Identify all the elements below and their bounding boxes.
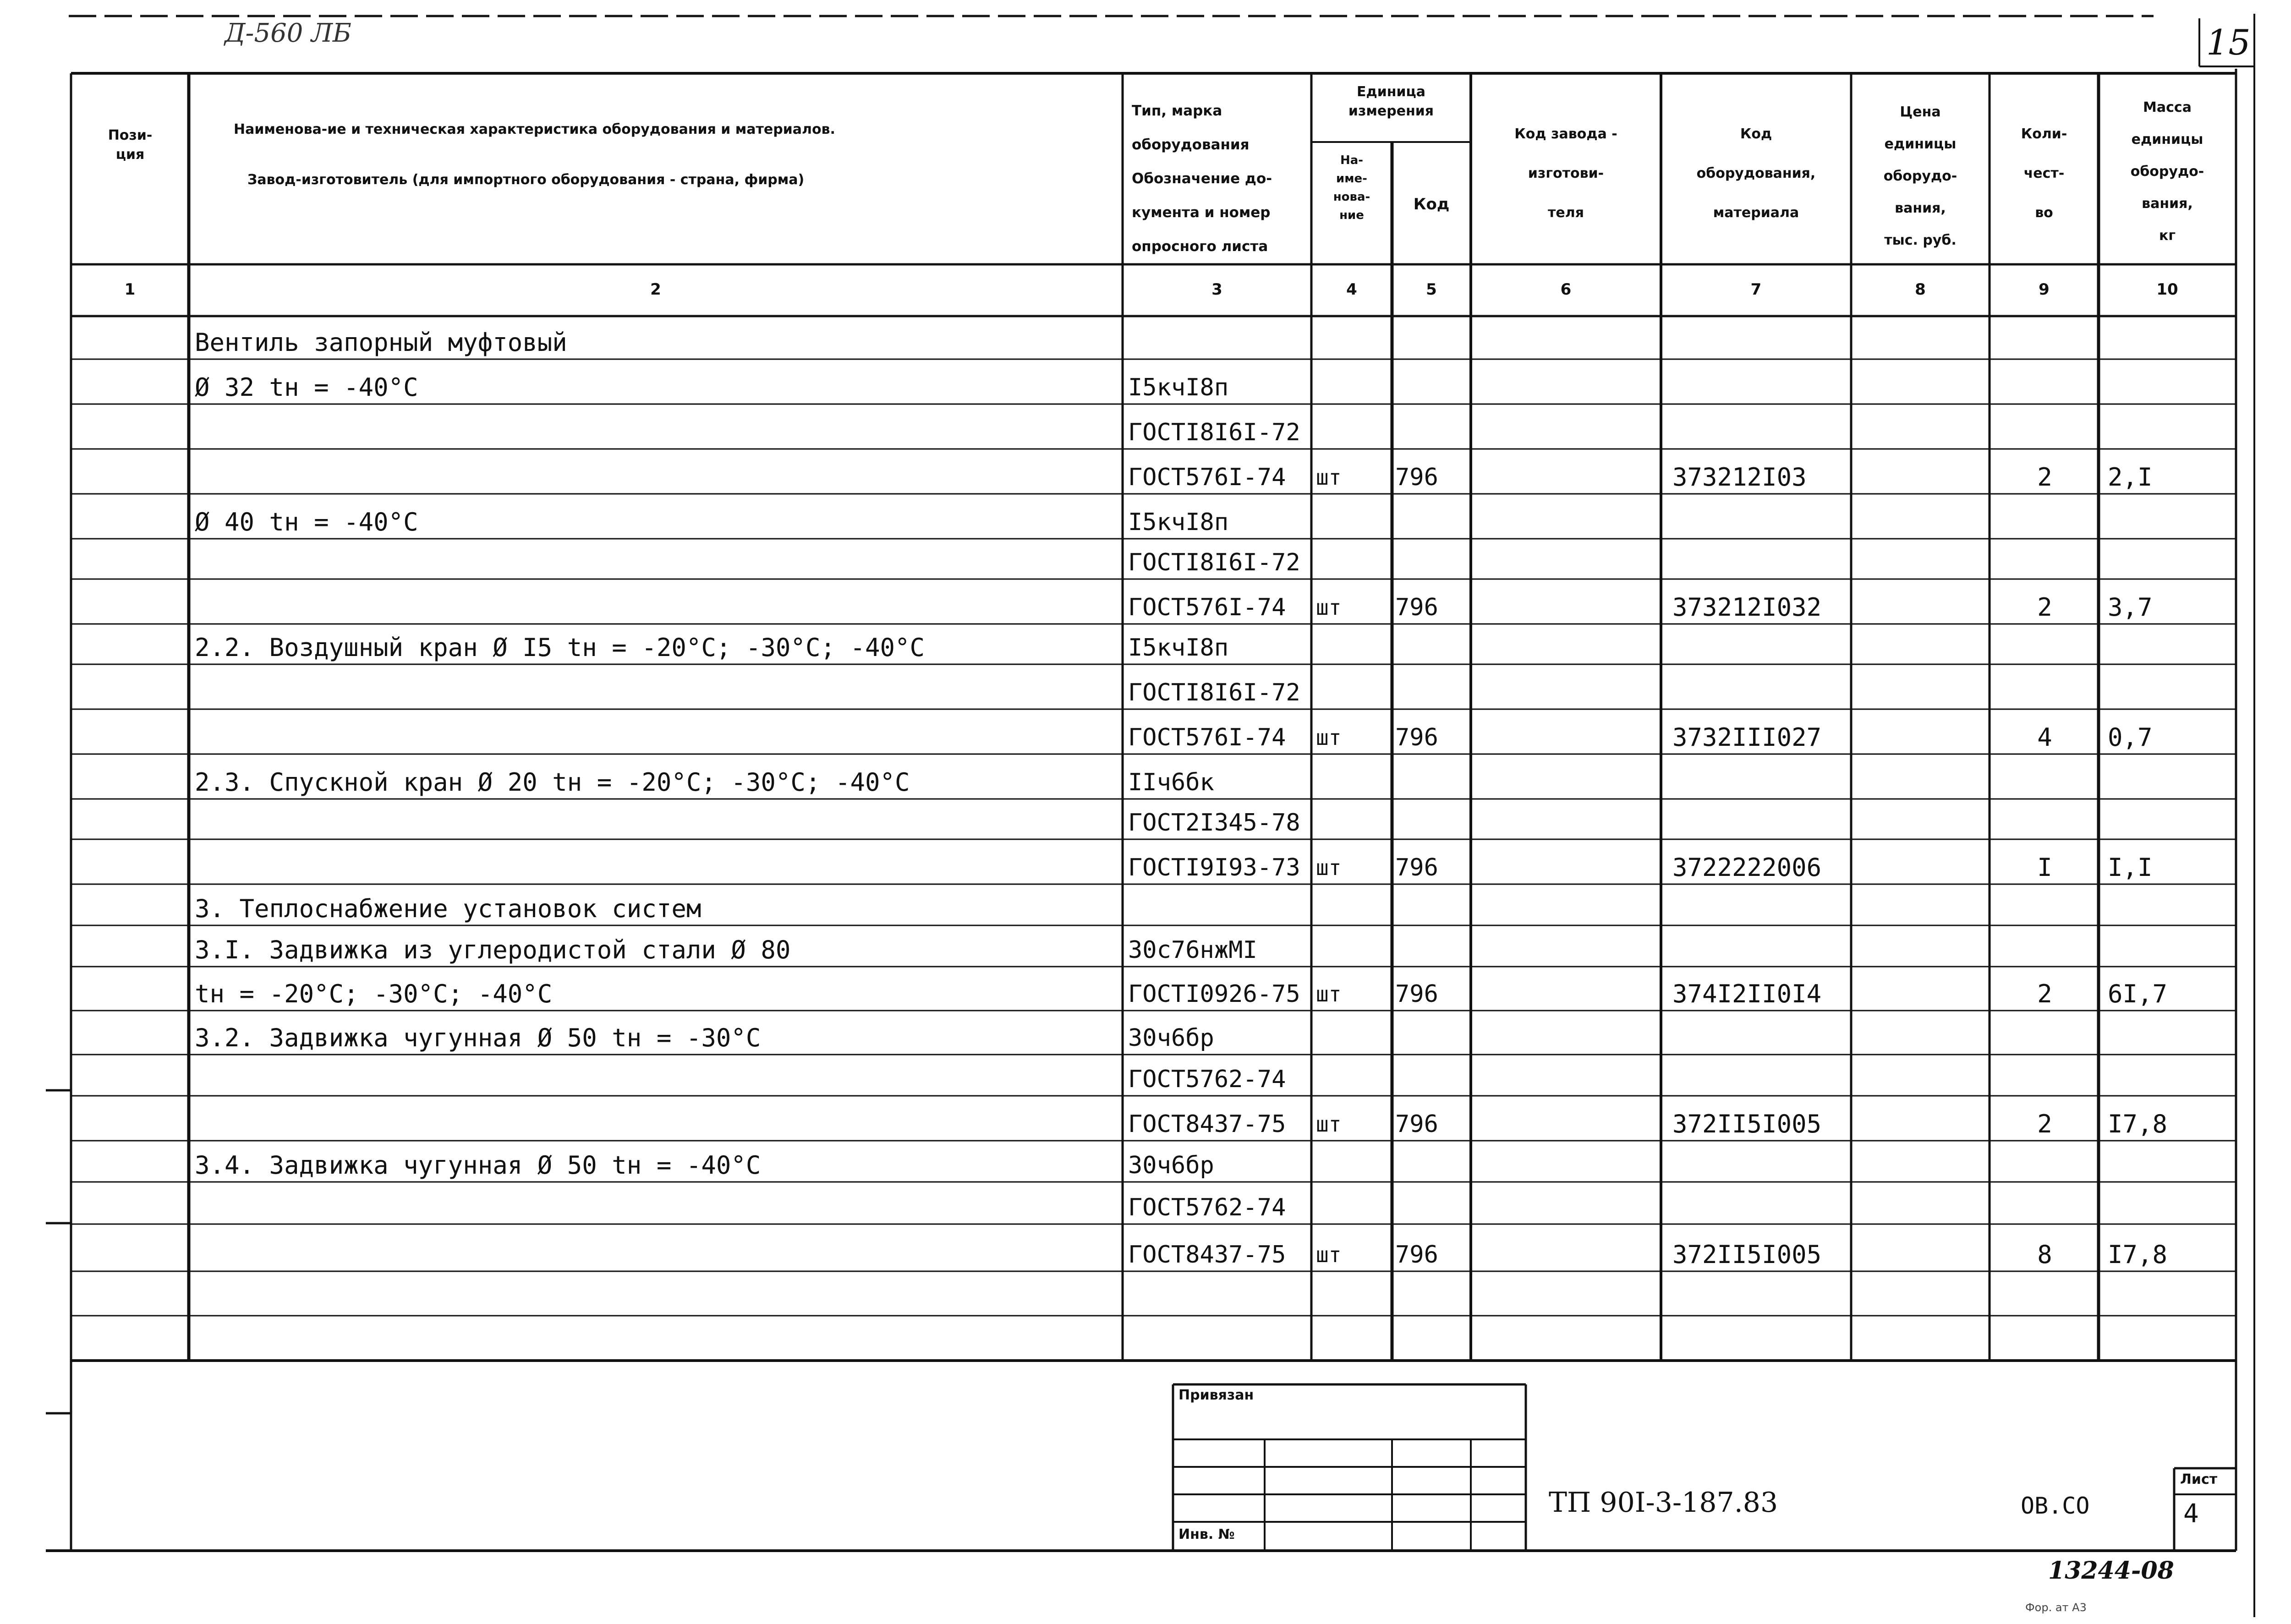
header-equipment-code: Код оборудования, материала (1696, 126, 1816, 221)
table-row (0, 839, 2291, 884)
row-unit-code: 796 (1395, 464, 1438, 491)
colnum-10: 10 (2156, 280, 2178, 299)
table-row (0, 925, 2291, 967)
table-row (0, 494, 2291, 539)
table-row (0, 1316, 2291, 1361)
colnum-3: 3 (1211, 280, 1222, 299)
stamp-document-code: ТП 90I-3-187.83 (1549, 1487, 1778, 1519)
row-name: 3. Теплоснабжение установок систем (195, 895, 702, 923)
row-type-doc: ГОСТI8I6I-72 (1128, 419, 1300, 446)
header-manufacturer-code: Код завода - изготови- теля (1514, 126, 1617, 221)
row-type-doc: 30ч6бр (1128, 1024, 1214, 1052)
stamp-linked-label: Привязан (1178, 1387, 1254, 1403)
table-row (0, 1271, 2291, 1316)
stamp-section-code: ОВ.СО (2021, 1493, 2090, 1519)
bottom-format-note: Фор. ат А3 (2025, 1601, 2087, 1614)
colnum-1: 1 (124, 280, 136, 299)
header-unit-group: Единица измерения (1348, 84, 1434, 119)
row-unit: шт (1316, 725, 1342, 750)
row-equipment-code: 372II5I005 (1672, 1241, 1822, 1269)
header-unit-code: Код (1413, 195, 1450, 213)
table-row (0, 967, 2291, 1011)
row-mass: I,I (2108, 854, 2153, 881)
header-unit-mass: Масса единицы оборудо- вания, кг (2130, 99, 2204, 244)
table-row (0, 316, 2291, 359)
table-row (0, 539, 2291, 579)
table-row (0, 1096, 2291, 1141)
row-quantity: 2 (2037, 464, 2052, 491)
top-handwritten-note: Д-560 ЛБ (225, 18, 352, 48)
table-row (0, 799, 2291, 839)
row-name: 3.4. Задвижка чугунная Ø 50 tн = -40°С (195, 1152, 761, 1179)
row-type-doc: ГОСТI8I6I-72 (1128, 679, 1300, 706)
stamp-inventory-label: Инв. № (1178, 1526, 1235, 1542)
colnum-9: 9 (2039, 280, 2050, 299)
colnum-7: 7 (1750, 280, 1762, 299)
row-name: 2.2. Воздушный кран Ø I5 tн = -20°С; -30°С; -40°С (195, 634, 925, 662)
row-unit: шт (1316, 1242, 1342, 1267)
row-equipment-code: 373212I03 (1672, 464, 1807, 491)
table-row (0, 1182, 2291, 1224)
row-mass: 0,7 (2108, 724, 2153, 751)
row-type-doc: ГОСТ8437-75 (1128, 1110, 1286, 1138)
row-mass: 6I,7 (2108, 980, 2168, 1008)
row-type-doc: 30ч6бр (1128, 1152, 1214, 1179)
colnum-8: 8 (1915, 280, 1926, 299)
row-equipment-code: 372II5I005 (1672, 1110, 1822, 1138)
stamp-sheet-label: Лист (2180, 1471, 2218, 1487)
row-type-doc: IIч6бк (1128, 769, 1214, 796)
table-row (0, 359, 2291, 404)
row-type-doc: ГОСТI8I6I-72 (1128, 549, 1300, 576)
table-row (0, 1141, 2291, 1182)
row-unit: шт (1316, 982, 1342, 1006)
row-name: 3.2. Задвижка чугунная Ø 50 tн = -30°С (195, 1024, 761, 1052)
colnum-6: 6 (1560, 280, 1572, 299)
table-row (0, 1055, 2291, 1096)
header-type: Тип, марка оборудования Обозначение до- кумента и номер опросного листа (1132, 103, 1272, 255)
table-row (0, 449, 2291, 494)
row-equipment-code: 373212I032 (1672, 594, 1822, 621)
row-type-doc: I5кчI8п (1128, 634, 1229, 662)
row-type-doc: ГОСТ5762-74 (1128, 1194, 1286, 1221)
stamp-sheet-number: 4 (2183, 1499, 2199, 1529)
header-name-line1: Наименова-ие и техническая характеристика оборудования и материалов. (234, 121, 835, 137)
row-type-doc: ГОСТI0926-75 (1128, 980, 1300, 1008)
row-unit-code: 796 (1395, 1110, 1438, 1138)
row-name: 3.I. Задвижка из углеродистой стали Ø 80 (195, 936, 791, 964)
row-type-doc: ГОСТ576I-74 (1128, 724, 1286, 751)
row-type-doc: ГОСТ2I345-78 (1128, 809, 1300, 837)
table-row (0, 1011, 2291, 1055)
row-unit: шт (1316, 595, 1342, 620)
row-unit-code: 796 (1395, 980, 1438, 1008)
row-equipment-code: 3732III027 (1672, 724, 1822, 751)
row-name: Ø 32 tн = -40°С (195, 374, 418, 401)
row-name: 2.3. Спускной кран Ø 20 tн = -20°С; -30°С; -40°С (195, 769, 910, 796)
row-type-doc: I5кчI8п (1128, 509, 1229, 536)
row-type-doc: 30с76нжМI (1128, 936, 1257, 964)
row-type-doc: ГОСТ576I-74 (1128, 594, 1286, 621)
row-mass: 3,7 (2108, 594, 2153, 621)
row-name: Ø 40 tн = -40°С (195, 509, 418, 536)
colnum-4: 4 (1346, 280, 1357, 299)
row-type-doc: ГОСТ5762-74 (1128, 1066, 1286, 1093)
header-position: Пози- ция (108, 127, 153, 163)
row-type-doc: ГОСТ576I-74 (1128, 464, 1286, 491)
bottom-handwritten-number: 13244-08 (2048, 1557, 2174, 1585)
row-unit-code: 796 (1395, 594, 1438, 621)
table-row (0, 404, 2291, 449)
table-row (0, 884, 2291, 925)
row-unit-code: 796 (1395, 1241, 1438, 1269)
row-unit-code: 796 (1395, 854, 1438, 881)
row-unit: шт (1316, 855, 1342, 880)
row-mass: 2,I (2108, 464, 2153, 491)
row-quantity: 8 (2037, 1241, 2052, 1269)
header-quantity: Коли- чест- во (2021, 126, 2067, 221)
table-row (0, 579, 2291, 624)
table-row (0, 709, 2291, 754)
row-unit-code: 796 (1395, 724, 1438, 751)
row-quantity: 2 (2037, 1110, 2052, 1138)
header-unit-price: Цена единицы оборудо- вания, тыс. руб. (1883, 104, 1957, 248)
colnum-5: 5 (1426, 280, 1437, 299)
row-mass: I7,8 (2108, 1110, 2168, 1138)
table-row (0, 754, 2291, 799)
colnum-2: 2 (650, 280, 661, 299)
table-row (0, 664, 2291, 709)
row-mass: I7,8 (2108, 1241, 2168, 1269)
page-corner-number: 15 (2206, 22, 2251, 63)
row-unit: шт (1316, 1112, 1342, 1137)
row-type-doc: I5кчI8п (1128, 374, 1229, 401)
row-quantity: 4 (2037, 724, 2052, 751)
row-quantity: 2 (2037, 980, 2052, 1008)
row-quantity: 2 (2037, 594, 2052, 621)
table-row (0, 1224, 2291, 1271)
row-unit: шт (1316, 465, 1342, 490)
row-name: Вентиль запорный муфтовый (195, 329, 567, 356)
row-equipment-code: 3722222006 (1672, 854, 1822, 881)
row-name: tн = -20°С; -30°С; -40°С (195, 980, 553, 1008)
row-type-doc: ГОСТI9I93-73 (1128, 854, 1300, 881)
row-quantity: I (2037, 854, 2052, 881)
row-type-doc: ГОСТ8437-75 (1128, 1241, 1286, 1269)
header-name-line2: Завод-изготовитель (для импортного оборудования - страна, фирма) (247, 172, 805, 188)
table-row (0, 624, 2291, 664)
row-equipment-code: 374I2II0I4 (1672, 980, 1822, 1008)
header-unit-name: На- име- нова- ние (1333, 153, 1370, 222)
